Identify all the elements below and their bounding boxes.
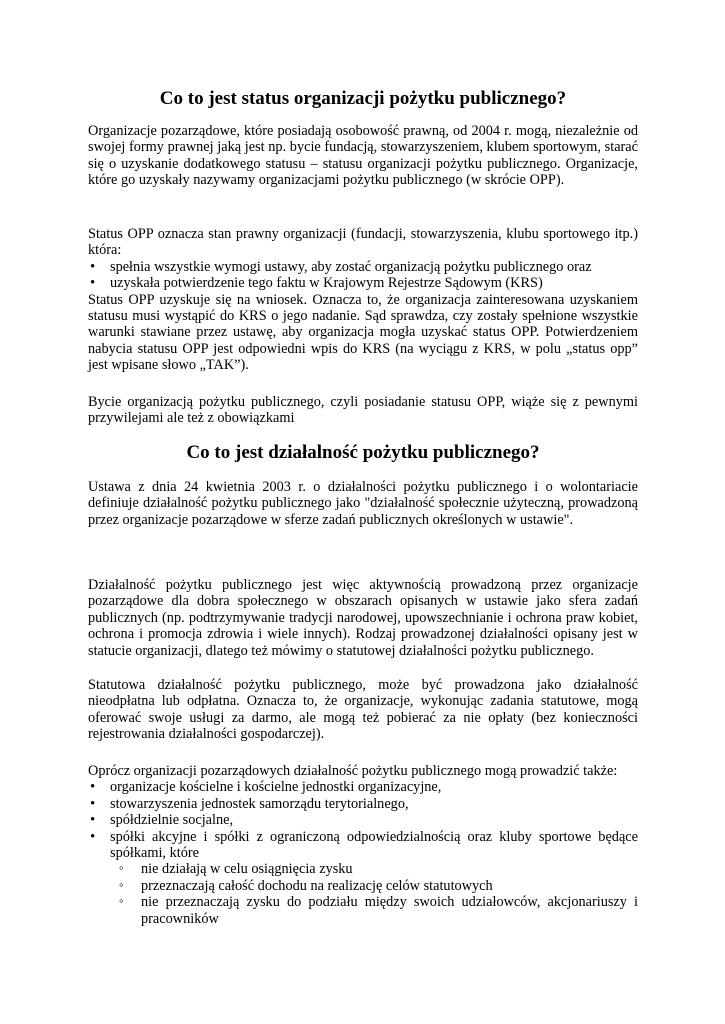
- status-requirements-list: [88, 259, 638, 292]
- sub-list-item: ◦ przeznaczają całość dochodu na realizację celów statutowych: [88, 878, 638, 894]
- list-item: • uzyskała potwierdzenie tego faktu w Krajowym Rejestrze Sądowym (KRS): [88, 275, 638, 291]
- paragraph-activity-description: Działalność pożytku publicznego jest więc aktywnością prowadzoną przez organizacje pozarządowe dla dobra społecznego w obszarach opisanych w ustawie jako sfera zadań publicznych (np. podtrzymywanie tradycji narodowej, upowszechnianie i ochrona praw kobiet, ochrona i promocja zdrowia i wiele innych). Rodzaj prowadzonej działalności opisany jest w statucie organizacji, dlatego też mówimy o statutowej działalności pożytku publicznego.: [88, 577, 638, 659]
- list-item: • stowarzyszenia jednostek samorządu terytorialnego,: [88, 796, 638, 812]
- sub-list-item: ◦ nie działają w celu osiągnięcia zysku: [88, 861, 638, 877]
- paragraph-paid-unpaid: Statutowa działalność pożytku publicznego, może być prowadzona jako działalność nieodpłatna lub odpłatna. Oznacza to, że organizacje, wykonując zadania statutowe, mogą oferować swoje usługi za darmo, ale mogą też pobierać za nie opłaty (bez konieczności rejestrowania działalności gospodarczej).: [88, 677, 638, 743]
- heading-opp-status: Co to jest status organizacji pożytku publicznego?: [159, 88, 567, 109]
- company-conditions-list: [88, 861, 638, 927]
- paragraph-privileges: Bycie organizacją pożytku publicznego, czyli posiadanie statusu OPP, wiąże się z pewnymi przywilejami ale też z obowiązkami: [88, 394, 638, 427]
- other-entities-list: [88, 779, 638, 861]
- paragraph-other-entities-intro: Oprócz organizacji pozarządowych działalność pożytku publicznego mogą prowadzić także:: [88, 763, 618, 779]
- list-item: • spółki akcyjne i spółki z ograniczoną odpowiedzialnością oraz kluby sportowe będące spółkami, które: [88, 829, 638, 862]
- section-other-entities: [88, 763, 638, 927]
- paragraph-act-definition: Ustawa z dnia 24 kwietnia 2003 r. o działalności pożytku publicznego i o wolontariacie definiuje działalność pożytku publicznego jako "działalność społecznie użyteczną, prowadzoną przez organizacje pozarządowe w sferze zadań publicznych określonych w ustawie".: [88, 479, 638, 528]
- list-item: • spółdzielnie socjalne,: [88, 812, 638, 828]
- sub-list-item: ◦ nie przeznaczają zysku do podziału między swoich udziałowców, akcjonariuszy i pracowników: [88, 894, 638, 927]
- heading-public-benefit-activity: Co to jest działalność pożytku publicznego?: [186, 442, 540, 463]
- paragraph-status-procedure: Status OPP uzyskuje się na wniosek. Oznacza to, że organizacja zainteresowana uzyskaniem statusu musi wystąpić do KRS o jego nadanie. Sąd sprawdza, czy zostały spełnione wszystkie warunki stawiane przez ustawę, aby organizacja mogła uzyskać status OPP. Potwierdzeniem nabycia statusu OPP jest odpowiedni wpis do KRS (na wyciągu z KRS, w polu „status opp” jest wpisane słowo „TAK”).: [88, 291, 638, 374]
- list-item: • spełnia wszystkie wymogi ustawy, aby zostać organizacją pożytku publicznego oraz: [88, 259, 638, 275]
- list-item: • organizacje kościelne i kościelne jednostki organizacyjne,: [88, 779, 638, 795]
- paragraph-intro: Organizacje pozarządowe, które posiadają osobowość prawną, od 2004 r. mogą, niezależnie od swojej formy prawnej jaką jest np. bycie fundacją, stowarzyszeniem, klubem sportowym, starać się o uzyskanie dodatkowego statusu – statusu organizacji pożytku publicznego. Organizacje, które go uzyskały nazywamy organizacjami pożytku publicznego (w skrócie OPP).: [88, 123, 638, 189]
- section-status-definition: [88, 226, 638, 374]
- paragraph-status-intro: Status OPP oznacza stan prawny organizacji (fundacji, stowarzyszenia, klubu sportowego itp.) która:: [88, 226, 638, 259]
